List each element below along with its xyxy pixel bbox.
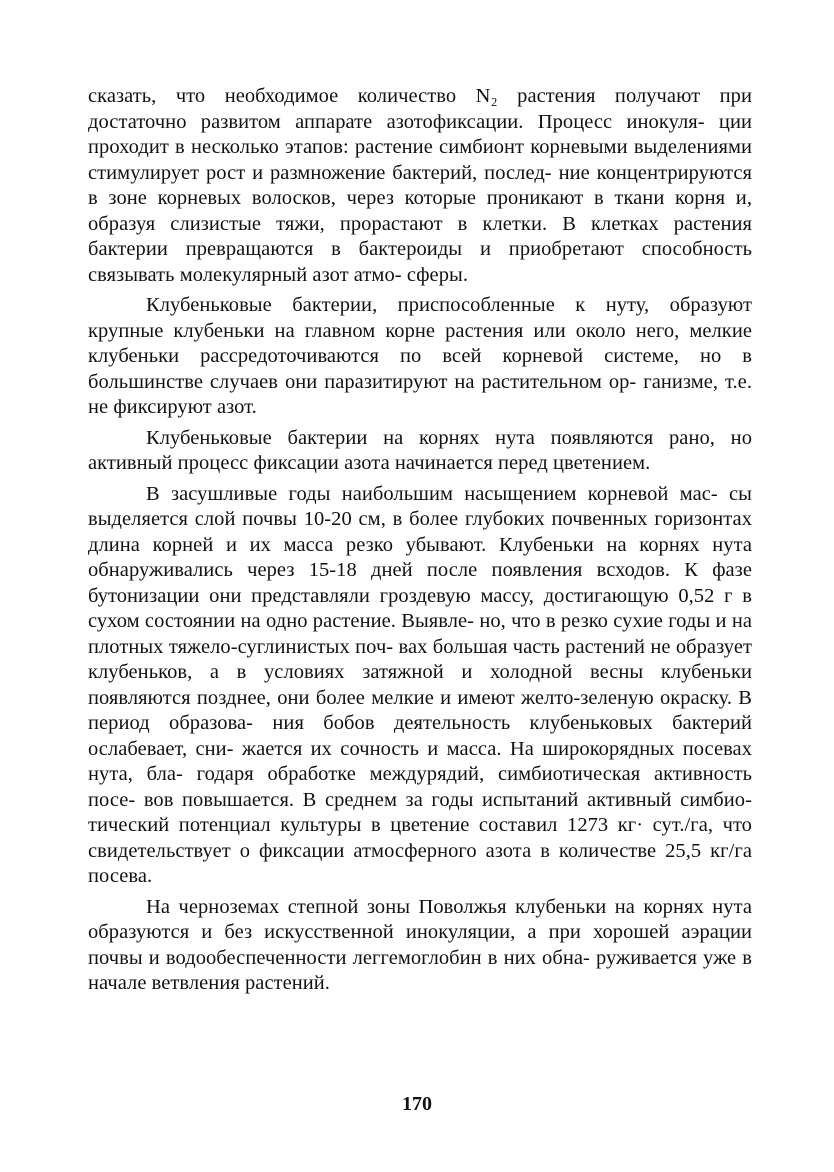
text-line: сы выделяется слой почвы 10-20 см, в более глубоких почвенных (88, 482, 752, 530)
text-line: годаря обработке междурядий, симбиотическая активность посе- (88, 763, 752, 811)
text-line: и приобретают способность связывать молекулярный азот атмо- (88, 238, 752, 286)
text-line: вах большая часть растений не образует клубеньков, а в условиях (88, 635, 752, 683)
paragraph-1 (88, 84, 752, 288)
text-line: В засушливые годы наибольшим насыщением корневой мас- (146, 482, 718, 505)
text-line: ции проходит в несколько этапов: растение симбионт корневыми (88, 110, 752, 158)
text-line: крупные клубеньки на главном корне растения или около него, (88, 319, 680, 342)
text-line: затяжной и холодной весны клубеньки появляются позднее, они (88, 661, 752, 709)
text-line: сферы. (406, 263, 469, 286)
paragraph-3 (88, 426, 752, 477)
text-line: ганизме, т.е. не фиксируют азот. (88, 370, 752, 418)
text-line: нута образуются и без искусственной инокуляции, а при хорошей (88, 895, 752, 943)
text-line: что свидетельствует о фиксации атмосферного азота в количестве (88, 814, 752, 862)
text-line: всходов. К фазе бутонизации они представляли гроздевую массу, (88, 559, 752, 607)
text-line: Клубеньковые бактерии, приспособленные к нуту, образуют (146, 294, 752, 316)
text-line: жается их сочность и масса. На широкорядных посевах нута, бла- (88, 737, 753, 785)
text-line: вов повышается. В среднем за годы испытаний активный симбио- (143, 788, 752, 811)
text-line: более мелкие и имеют желто-зеленую окраску. В период образова- (88, 686, 752, 734)
text-line: достигающую 0,52 г в сухом состоянии на одно растение. Выявле- (88, 584, 752, 632)
paragraph-5 (88, 895, 752, 997)
text-line: горизонтах длина корней и их масса резко убывают. Клубеньки на (88, 508, 752, 556)
text-line: тический потенциал культуры в цветение составил 1273 кг· сут./га, (88, 814, 714, 836)
text-line: но в большинстве случаев они паразитируют на растительном ор- (88, 345, 752, 393)
text-line: но, что в резко сухие годы и на плотных тяжело-суглинистых поч- (88, 610, 752, 658)
text-line: корнях нута обнаруживались через 15-18 дней после появления (88, 533, 752, 581)
paragraph-4 (88, 482, 752, 890)
text-line: проникают в ткани корня и, образуя слизистые тяжи, прорастают в (88, 187, 752, 235)
text-line: достаточно развитом аппарате азотофиксации. Процесс инокуля- (88, 110, 705, 133)
document-body (88, 84, 752, 997)
text-line: выделениями стимулирует рост и размножение бактерий, послед- (88, 136, 752, 184)
page-number: 170 (402, 1093, 432, 1115)
paragraph-2 (88, 293, 752, 421)
text-line: руживается уже в начале ветвления растений. (88, 946, 752, 994)
text-line: сказать, что необходимое количество N₂ растения получают при (88, 85, 752, 107)
text-line: активный процесс фиксации азота начинается перед цветением. (88, 452, 651, 474)
text-line: мелкие клубеньки рассредоточиваются по всей корневой системе, (88, 319, 752, 367)
text-line: ния бобов деятельность клубеньковых бактерий ослабевает, сни- (88, 712, 752, 760)
text-line: Клубеньковые бактерии на корнях нута появляются рано, но (146, 426, 752, 449)
text-line: На черноземах степной зоны Поволжья клубеньки на корнях (146, 895, 704, 918)
text-line: 25,5 кг/га посева. (88, 839, 752, 887)
text-line: клетки. В клетках растения бактерии превращаются в бактероиды (88, 212, 752, 260)
text-line: аэрации почвы и водообеспеченности леггемоглобин в них обна- (88, 921, 752, 969)
text-line: ние концентрируются в зоне корневых волосков, через которые (88, 161, 752, 209)
